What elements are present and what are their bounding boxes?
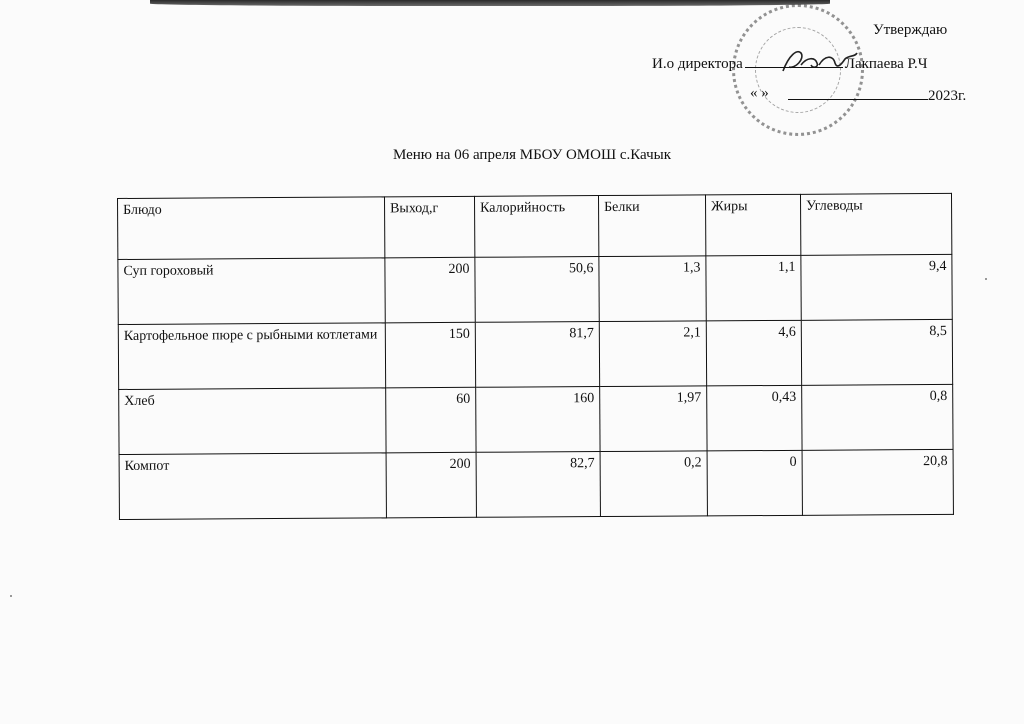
yield-value: 200 xyxy=(385,257,475,323)
table-row xyxy=(118,319,952,389)
director-line xyxy=(652,55,928,73)
calories-value: 50,6 xyxy=(475,257,599,323)
carbs-value: 0,8 xyxy=(802,384,953,450)
fats-value: 1,1 xyxy=(706,255,801,321)
fats-value: 0,43 xyxy=(707,385,802,451)
yield-value: 60 xyxy=(386,387,476,453)
position-label: И.о директора xyxy=(652,56,743,72)
carbs-value: 9,4 xyxy=(801,254,952,320)
column-header-fats: Жиры xyxy=(705,194,800,256)
scan-edge-shadow xyxy=(150,0,830,6)
date-blank xyxy=(788,87,928,100)
table-row xyxy=(118,254,952,324)
proteins-value: 1,97 xyxy=(600,386,707,452)
yield-value: 200 xyxy=(386,452,476,518)
proteins-value: 1,3 xyxy=(599,256,706,322)
table-header-row xyxy=(118,193,952,259)
dish-name: Хлеб xyxy=(119,388,386,455)
dish-name: Компот xyxy=(119,453,386,520)
date-line xyxy=(750,85,967,105)
scan-speck xyxy=(10,595,12,597)
column-header-dish: Блюдо xyxy=(118,197,385,260)
scan-speck xyxy=(985,278,987,280)
dish-name: Картофельное пюре с рыбными котлетами xyxy=(118,323,385,390)
menu-table xyxy=(117,193,954,520)
column-header-carbs: Углеводы xyxy=(800,193,951,255)
director-name: Лакпаева Р.Ч xyxy=(844,56,928,72)
column-header-calories: Калорийность xyxy=(474,196,598,258)
year-label: 2023г. xyxy=(928,88,967,104)
calories-value: 160 xyxy=(476,387,600,453)
yield-value: 150 xyxy=(385,322,475,388)
table-row xyxy=(119,449,953,519)
proteins-value: 0,2 xyxy=(600,451,707,517)
carbs-value: 20,8 xyxy=(802,449,953,515)
approve-label: Утверждаю xyxy=(873,22,948,38)
table-row xyxy=(119,384,953,454)
fats-value: 4,6 xyxy=(706,320,801,386)
carbs-value: 8,5 xyxy=(801,319,952,385)
signature-blank xyxy=(745,55,843,68)
fats-value: 0 xyxy=(707,450,802,516)
page-title: Меню на 06 апреля МБОУ ОМОШ с.Качык xyxy=(392,147,672,163)
calories-value: 81,7 xyxy=(475,322,599,388)
calories-value: 82,7 xyxy=(476,452,600,518)
proteins-value: 2,1 xyxy=(599,321,706,387)
date-quotes: « » xyxy=(750,85,769,101)
column-header-proteins: Белки xyxy=(598,195,705,257)
dish-name: Суп гороховый xyxy=(118,258,385,325)
column-header-yield: Выход,г xyxy=(384,196,474,258)
